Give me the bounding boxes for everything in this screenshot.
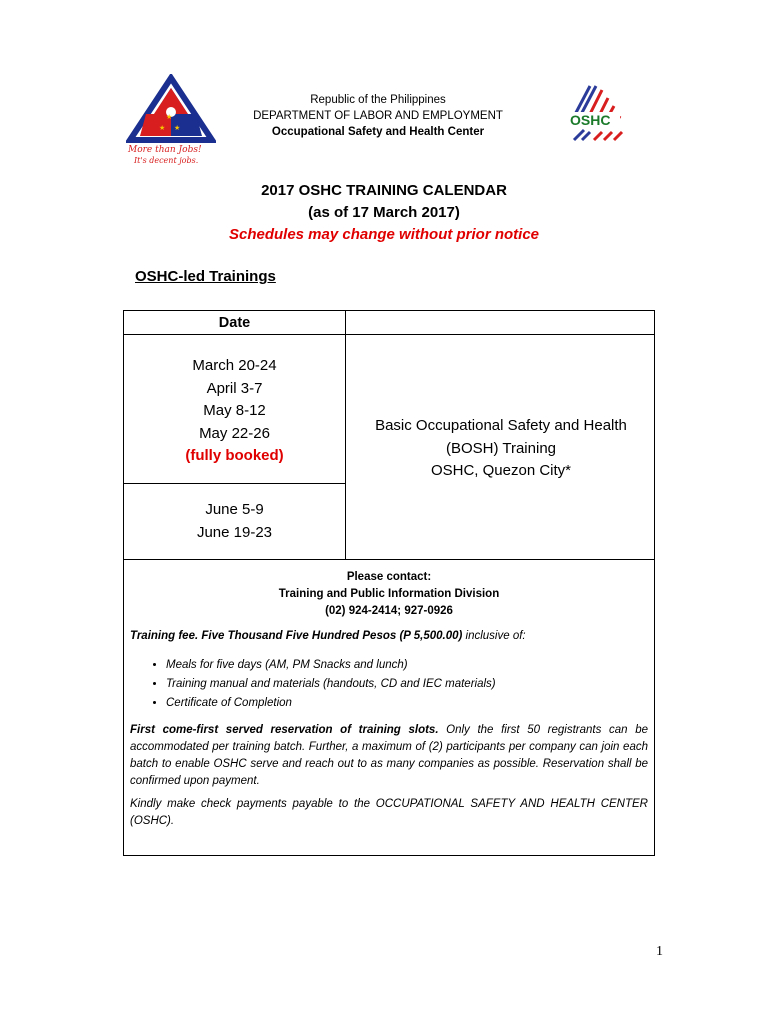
page-number: 1: [656, 944, 663, 959]
title-block: [150, 180, 618, 246]
date-item: March 20-24: [192, 357, 277, 374]
date-item: May 8-12: [203, 402, 266, 419]
svg-text:★: ★: [174, 124, 181, 132]
info-cell: [130, 569, 648, 830]
svg-text:★: ★: [166, 113, 173, 121]
letterhead-department: DEPARTMENT OF LABOR AND EMPLOYMENT: [253, 110, 503, 122]
date-item: June 5-9: [205, 501, 264, 518]
svg-text:More than Jobs!: More than Jobs!: [128, 145, 202, 155]
as-of-date: (as of 17 March 2017): [308, 204, 460, 221]
reservation-text: Only the first 50 registrants can be accommodated per training batch. Further, a maximum of (2) participants per company can join each batch to enable OSHC serve and reach out to as many companies as possible. Reservation shall be confirmed upon payment.: [130, 724, 648, 787]
svg-text:OSHC: OSHC: [570, 112, 611, 128]
training-fee: [130, 628, 648, 645]
letterhead-center: Occupational Safety and Health Center: [271, 126, 485, 138]
fully-booked-note: (fully booked): [185, 447, 284, 464]
date-group-open: [124, 499, 345, 544]
oshc-logo: [560, 78, 638, 144]
table-divider: [124, 483, 345, 484]
date-item: May 22-26: [199, 424, 270, 442]
course-title-line1: Basic Occupational Safety and Health: [375, 417, 627, 434]
fee-label: Training fee: [130, 630, 195, 642]
table-divider: [124, 559, 654, 560]
letterhead: [230, 92, 526, 140]
list-item: • Meals for five days (AM, PM Snacks and lunch): [166, 656, 648, 675]
course-venue: OSHC, Quezon City*: [430, 462, 572, 479]
contact-division: Training and Public Information Division: [278, 588, 500, 600]
payment-instructions: Kindly make check payments payable to the OCCUPATIONAL SAFETY AND HEALTH CENTER (OSHC).: [130, 798, 648, 827]
list-item: • Certificate of Completion: [166, 694, 648, 713]
contact-phone: (02) 924-2414; 927-0926: [325, 605, 453, 617]
schedule-notice: Schedules may change without prior notice: [228, 226, 540, 243]
reservation-lead: First come-first served reservation of training slots.: [130, 724, 439, 736]
svg-text:It's decent jobs.: It's decent jobs.: [134, 156, 199, 165]
letterhead-country: Republic of the Philippines: [310, 94, 446, 106]
course-title-line2: (BOSH) Training: [445, 439, 557, 457]
course-cell: [346, 415, 656, 483]
fee-suffix: inclusive of:: [462, 630, 526, 642]
reservation-policy: [130, 722, 648, 790]
fee-sep: .: [194, 630, 202, 642]
fee-amount: Five Thousand Five Hundred Pesos (P 5,500.00): [201, 630, 463, 642]
contact-label: Please contact:: [346, 571, 432, 583]
inclusions-list: [130, 656, 648, 713]
date-column-header: Date: [218, 315, 251, 331]
svg-text:★: ★: [159, 124, 166, 132]
calendar-title: 2017 OSHC TRAINING CALENDAR: [261, 182, 507, 199]
list-item: • Training manual and materials (handouts, CD and IEC materials): [166, 675, 648, 694]
date-item: June 19-23: [196, 523, 273, 541]
date-item: April 3-7: [206, 379, 263, 397]
date-group-booked: [124, 355, 345, 468]
training-table: [123, 310, 655, 856]
dole-logo: [126, 74, 216, 166]
section-heading: OSHC-led Trainings: [135, 268, 276, 285]
